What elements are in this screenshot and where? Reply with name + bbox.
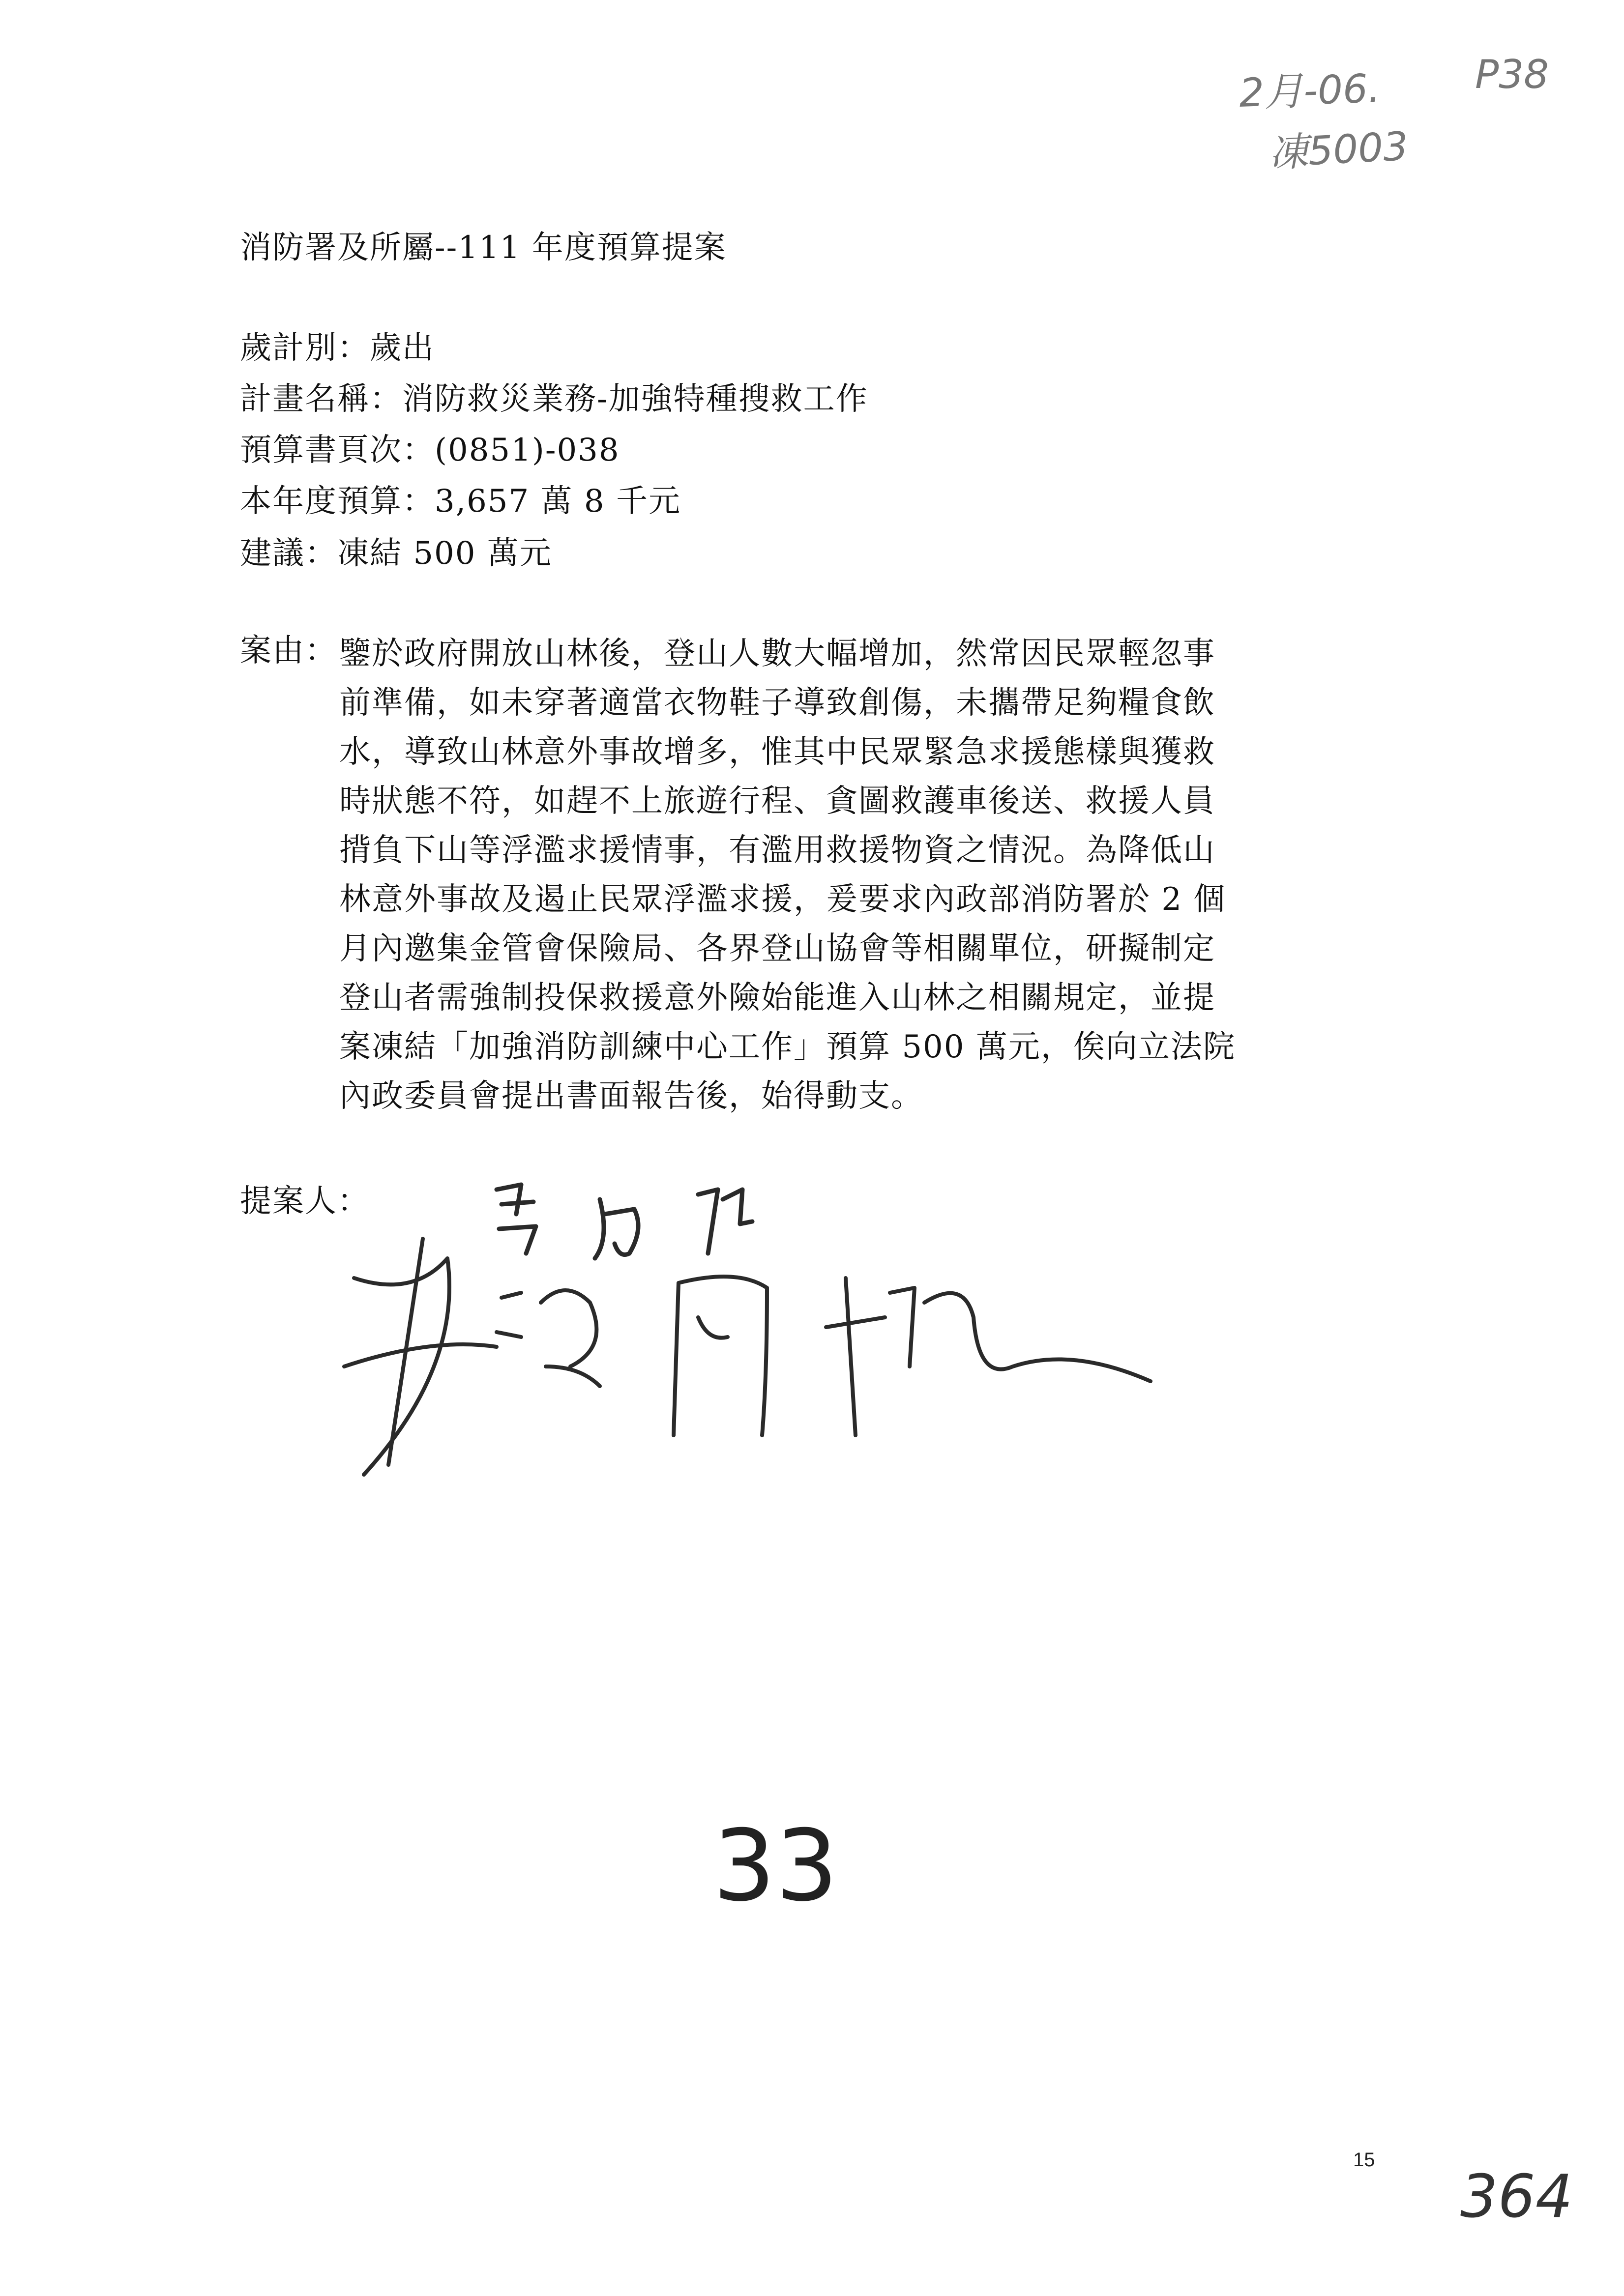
reason-line: 月內邀集金管會保險局、各界登山協會等相關單位，研擬制定: [339, 930, 1215, 967]
handwritten-bottom-number: 364: [1460, 2163, 1573, 2231]
reason-label: 案由：: [240, 633, 337, 669]
field-recommendation: 建議：凍結 500 萬元: [240, 535, 552, 572]
reason-line: 林意外事故及遏止民眾浮濫求援，爰要求內政部消防署於 2 個: [339, 881, 1226, 918]
field-value: 凍結 500 萬元: [337, 535, 552, 572]
handwritten-page-ref: P38: [1475, 52, 1549, 97]
field-annual-budget: 本年度預算：3,657 萬 8 千元: [240, 483, 681, 520]
reason-body: [339, 629, 1406, 1121]
reason-line: 水，導致山林意外事故增多，惟其中民眾緊急求援態樣與獲救: [339, 734, 1215, 770]
field-label: 計畫名稱: [240, 381, 370, 417]
field-value: 3,657 萬 8 千元: [435, 483, 681, 520]
field-label: 預算書頁次: [240, 432, 402, 468]
handwritten-center-number: 33: [713, 1809, 838, 1923]
document-title: 消防署及所屬--111 年度預算提案: [240, 230, 727, 266]
field-plan-name: 計畫名稱：消防救災業務-加強特種搜救工作: [240, 381, 868, 417]
reason-line: 前準備，如未穿著適當衣物鞋子導致創傷，未攜帶足夠糧食飲: [339, 685, 1215, 721]
handwritten-freeze-code: 凍5003: [1268, 123, 1410, 176]
reason-line: 時狀態不符，如趕不上旅遊行程、貪圖救護車後送、救援人員: [339, 783, 1215, 819]
signature-2: [334, 1219, 1170, 1494]
reason-line: 揹負下山等浮濫求援情事，有濫用救援物資之情況。為降低山: [339, 832, 1215, 869]
field-value: (0851)-038: [435, 432, 620, 468]
field-label: 建議: [240, 535, 305, 572]
proposer-label: 提案人：: [240, 1183, 370, 1220]
handwritten-date: 2月-06.: [1238, 65, 1381, 116]
field-value: 消防救災業務-加強特種搜救工作: [402, 381, 868, 417]
field-budget-page: 預算書頁次：(0851)-038: [240, 432, 620, 468]
reason-line: 登山者需強制投保救援意外險始能進入山林之相關規定，並提: [339, 980, 1215, 1016]
field-label: 歲計別: [240, 330, 337, 366]
page-number: 15: [1353, 2149, 1375, 2171]
proposer-label-text: 提案人: [240, 1183, 337, 1220]
reason-label-text: 案由: [240, 633, 305, 669]
field-value: 歲出: [370, 330, 435, 366]
reason-line: 鑒於政府開放山林後，登山人數大幅增加，然常因民眾輕忽事: [339, 636, 1215, 672]
signature-2-strokes: [334, 1219, 1170, 1494]
reason-line: 案凍結「加強消防訓練中心工作」預算 500 萬元，俟向立法院: [339, 1029, 1236, 1065]
field-label: 本年度預算: [240, 483, 402, 520]
field-fiscal-category: 歲計別：歲出: [240, 330, 435, 366]
reason-line: 內政委員會提出書面報告後，始得動支。: [339, 1078, 923, 1114]
